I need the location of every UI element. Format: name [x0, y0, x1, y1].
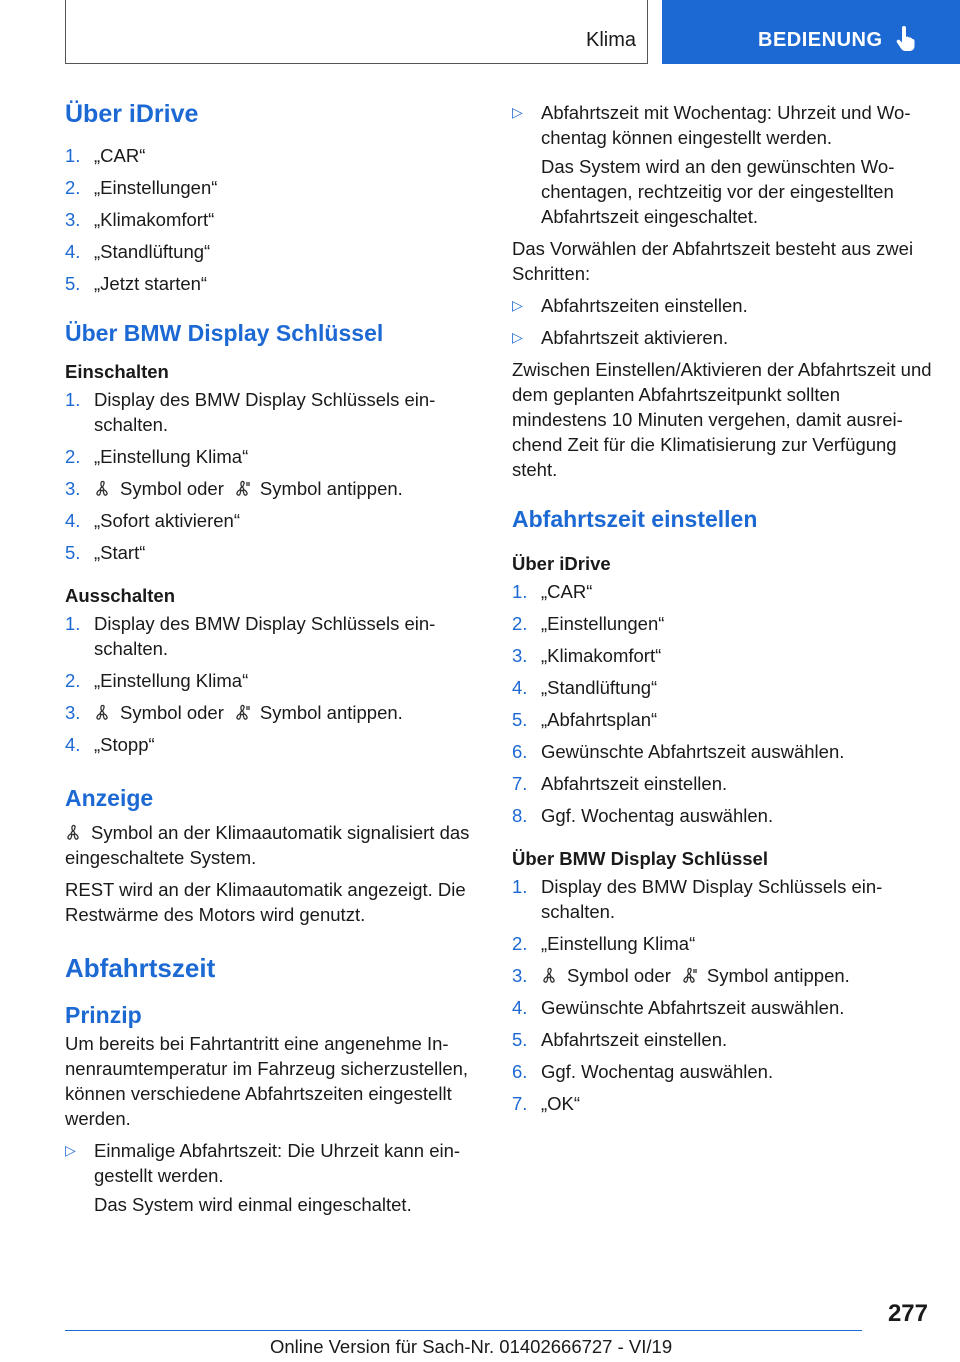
fan-icon [94, 704, 110, 722]
list-item: 2. „Einstellung Klima“ [65, 446, 249, 467]
triangle-bullet-icon: ▷ [512, 297, 523, 313]
list-item: 5. „Abfahrtsplan“ [512, 709, 658, 730]
list-item: ▷ Einmalige Abfahrtszeit: Die Uhrzeit kann ein-gestellt werden. Das System wird einmal eingeschaltet. [65, 1140, 461, 1215]
heading-principle: Prinzip [65, 1002, 142, 1028]
on-steps [65, 387, 480, 565]
list-item: 1. „CAR“ [512, 581, 593, 602]
list-item: 4. „Stopp“ [65, 734, 155, 755]
header-frame [65, 0, 648, 64]
fan-heat-icon [234, 480, 250, 498]
heading-idrive: Über iDrive [65, 100, 199, 128]
heading-set-departure: Abfahrtszeit einstellen [512, 506, 758, 532]
footer-divider [65, 1330, 862, 1331]
chapter-title: Klima [585, 29, 636, 51]
departure-types [65, 1138, 480, 1217]
list-item: 4. „Standlüftung“ [512, 677, 658, 698]
list-item: 1. Display des BMW Display Schlüssels ein-schalten. [65, 389, 436, 435]
list-item: 4. „Standlüftung“ [65, 241, 211, 262]
fan-icon [94, 480, 110, 498]
principle-paragraph: Um bereits bei Fahrtantritt eine angenehme In-nenraumtemperatur im Fahrzeug sicherzustellen, können verschiedene Abfahrtszeiten eingestellt werden. [65, 1033, 469, 1129]
fan-heat-icon [681, 967, 697, 985]
off-steps [65, 611, 480, 757]
section-tab [662, 0, 960, 64]
preselect-steps [512, 293, 932, 350]
heading-on: Einschalten [65, 361, 169, 382]
display-paragraph-2: REST wird an der Klimaautomatik angezeigt. Die Restwärme des Motors wird genutzt. [65, 879, 466, 925]
heading-departure: Abfahrtszeit [65, 953, 216, 983]
list-item: 3. „Klimakomfort“ [65, 209, 215, 230]
departure-types-cont [512, 100, 932, 229]
list-item: 7. „OK“ [512, 1093, 581, 1114]
page-number: 277 [887, 1300, 928, 1327]
hand-pointer-icon [896, 26, 916, 52]
list-item: 3. Symbol oder Symbol antippen. [65, 478, 403, 499]
list-item: 3. „Klimakomfort“ [512, 645, 662, 666]
fan-heat-icon [234, 704, 250, 722]
list-item: 4. Gewünschte Abfahrtszeit auswählen. [512, 997, 845, 1018]
list-item: 4. „Sofort aktivieren“ [65, 510, 240, 531]
fan-icon [541, 967, 557, 985]
footer-text: Online Version für Sach-Nr. 01402666727 - VI/19 [270, 1336, 673, 1357]
fan-icon [65, 824, 81, 842]
list-item: 5. „Start“ [65, 542, 146, 563]
list-item: 1. Display des BMW Display Schlüssels ein-schalten. [512, 876, 883, 922]
heading-display-key: Über BMW Display Schlüssel [65, 320, 384, 346]
heading-display-key-right: Über BMW Display Schlüssel [512, 848, 768, 869]
left-column [65, 100, 480, 1224]
idrive-steps [65, 143, 480, 296]
list-item: 5. „Jetzt starten“ [65, 273, 208, 294]
triangle-bullet-icon: ▷ [65, 1142, 76, 1158]
list-item: 1. Display des BMW Display Schlüssels ein-schalten. [65, 613, 436, 659]
triangle-bullet-icon: ▷ [512, 104, 523, 120]
list-item: 3. Symbol oder Symbol antippen. [512, 965, 850, 986]
list-item: 6. Ggf. Wochentag auswählen. [512, 1061, 774, 1082]
list-item: 2. „Einstellung Klima“ [65, 670, 249, 691]
triangle-bullet-icon: ▷ [512, 329, 523, 345]
heading-display: Anzeige [65, 785, 154, 811]
list-item: 2. „Einstellungen“ [512, 613, 665, 634]
list-item: 8. Ggf. Wochentag auswählen. [512, 805, 774, 826]
list-item: 5. Abfahrtszeit einstellen. [512, 1029, 728, 1050]
display-paragraph-1: Symbol an der Klimaautomatik signalisiert das eingeschaltete System. [65, 822, 470, 868]
set-idrive-steps [512, 579, 932, 828]
set-key-steps [512, 874, 932, 1116]
list-item: ▷ Abfahrtszeit aktivieren. [512, 327, 729, 348]
list-item: 2. „Einstellungen“ [65, 177, 218, 198]
list-item: 3. Symbol oder Symbol antippen. [65, 702, 403, 723]
heading-idrive-right: Über iDrive [512, 553, 611, 574]
right-column [512, 100, 932, 1123]
list-item: ▷ Abfahrtszeit mit Wochentag: Uhrzeit und Wo-chentag können eingestellt werden. Das System wird an den gewünschten Wo-chentagen, rechtzeitig vor der eingestellten Abfahrtszeit eingeschaltet. [512, 102, 911, 227]
section-label: BEDIENUNG [758, 29, 883, 51]
list-item: 7. Abfahrtszeit einstellen. [512, 773, 728, 794]
list-item: 6. Gewünschte Abfahrtszeit auswählen. [512, 741, 845, 762]
interval-paragraph: Zwischen Einstellen/Aktivieren der Abfahrtszeit und dem geplanten Abfahrtszeitpunkt sollten mindestens 10 Minuten vergehen, damit ausrei-chend Zeit für die Klimatisierung zur Verfügung steht. [512, 359, 932, 480]
heading-off: Ausschalten [65, 585, 176, 606]
preselect-paragraph: Das Vorwählen der Abfahrtszeit besteht aus zwei Schritten: [512, 238, 914, 284]
list-item: 2. „Einstellung Klima“ [512, 933, 696, 954]
list-item: ▷ Abfahrtszeiten einstellen. [512, 295, 748, 316]
list-item: 1. „CAR“ [65, 145, 146, 166]
